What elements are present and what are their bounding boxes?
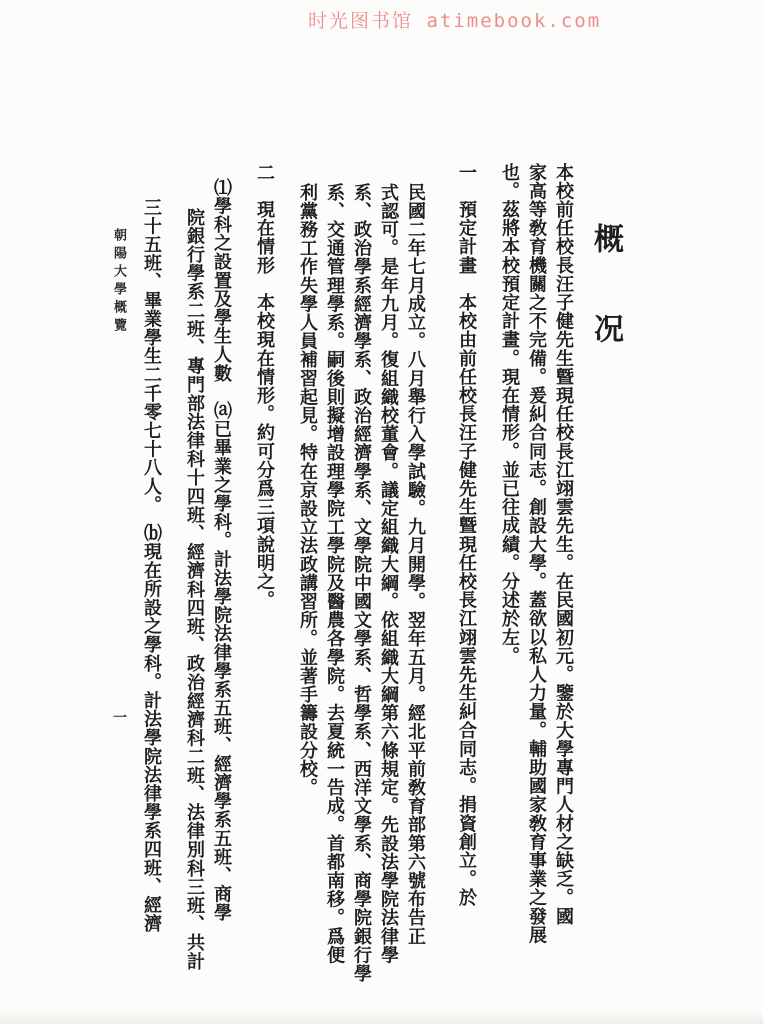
text-column: 利黨務工作失學人員補習起見。特在京設立法政講習所。並著手籌設分校。 [298,183,318,797]
text-column: 式認可。是年九月。復組織校董會。議定組織大綱。依組織大綱第六條規定。先設法學院法律學 [379,183,399,965]
text-column: 院銀行學系二班、專門部法律科十四班、經濟科四班、政治經濟科二班、法律別科三班、共計 [185,208,205,971]
page-title: 概 况 [589,223,622,358]
text-column: 系、政治學系經濟學系、政治經濟學系、文學院中國文學系、哲學系、西洋文學系、商學院銀行學 [352,183,372,983]
text-column: 也。茲將本校預定計畫。現在情形。並已往成績。分述於左。 [500,163,520,666]
text-column: 民國二年七月成立。八月舉行入學試驗。九月開學。翌年五月。經北平前敎育部第六號布告正 [406,183,426,946]
text-column: 本校前任校長汪子健先生曁現任校長江翊雲先生。在民國初元。鑒於大學專門人材之缺乏。國 [554,163,574,926]
text-column: 三十五班、畢業學生二千零七十八人。 ⒝現在所設之學科。計法學院法律學系四班、經濟 [142,198,162,933]
page-number: 一 [111,710,126,724]
text-column: 一 預定計畫 本校由前任校長汪子健先生曁現任校長江翊雲先生糾合同志。捐資創立。於 [457,163,477,907]
library-watermark: 时光图书馆 atimebook.com [308,10,602,32]
text-column: 二 現在情形 本校現在情形。約可分爲三項說明之。 [255,163,275,610]
text-columns [138,163,623,1013]
running-title: 朝陽大學概覽 [112,228,127,336]
text-column: 系、交通管理學系。嗣後則擬增設理學院工學院及醫農各學院。去夏統一告成。首都南移。爲便 [325,183,345,965]
text-column: ⑴學科之設置及學生人數 ⒜已畢業之學科。計法學院法律學系五班、經濟學系五班、商學 [212,178,232,922]
text-column: 家高等敎育機關之不完備。爰糾合同志。創設大學。蓋欲以私人力量。輔助國家敎育事業之發展 [527,163,547,945]
